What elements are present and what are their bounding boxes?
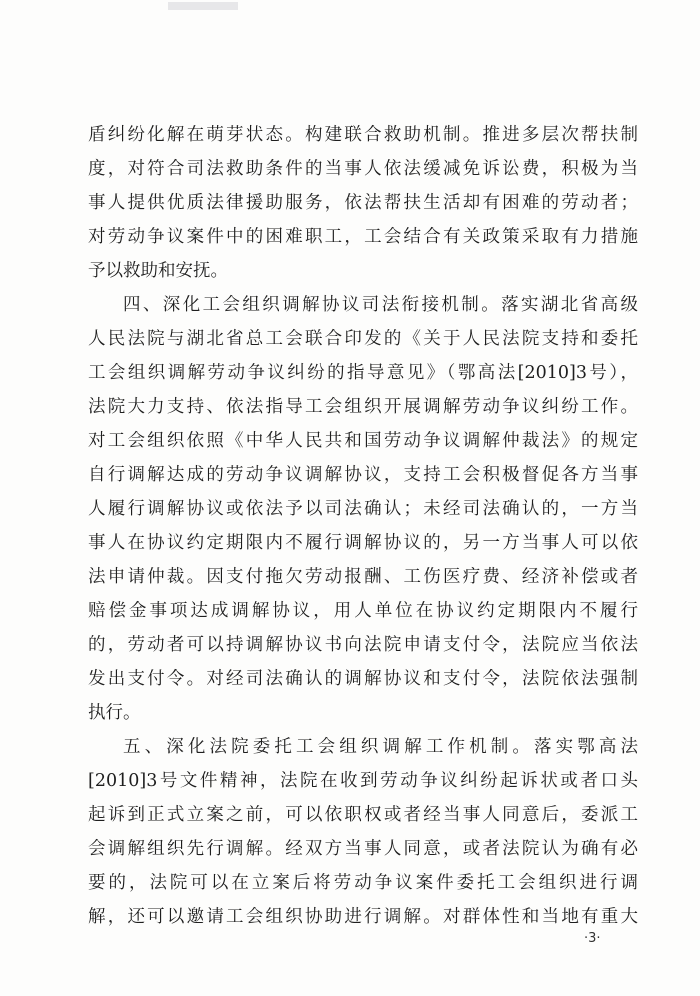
text-line: 人民法院与湖北省总工会联合印发的《关于人民法院支持和委托 — [88, 329, 638, 349]
text-line: 度，对符合司法救助条件的当事人依法缓减免诉讼费，积极为当 — [88, 159, 638, 179]
text-line: 自行调解达成的劳动争议调解协议，支持工会积极督促各方当事 — [88, 465, 638, 485]
text-line: [2010]3号文件精神，法院在收到劳动争议纠纷起诉状或者口头 — [88, 771, 638, 791]
text-line: 起诉到正式立案之前，可以依职权或者经当事人同意后，委派工 — [88, 805, 638, 825]
body-text — [88, 118, 638, 934]
text-line: 执行。 — [88, 703, 141, 723]
text-line: 事人提供优质法律援助服务，依法帮扶生活却有困难的劳动者； — [88, 193, 638, 213]
section-five-heading-line: 五、深化法院委托工会组织调解工作机制。落实鄂高法 — [123, 737, 638, 757]
scan-artifact — [168, 2, 238, 10]
text-line: 工会组织调解劳动争议纠纷的指导意见》（鄂高法[2010]3号）， — [88, 363, 638, 383]
text-line: 对工会组织依照《中华人民共和国劳动争议调解仲裁法》的规定 — [88, 431, 638, 451]
text-line: 的，劳动者可以持调解协议书向法院申请支付令，法院应当依法 — [88, 635, 638, 655]
page-number: ·3· — [584, 931, 601, 946]
text-line: 法申请仲裁。因支付拖欠劳动报酬、工伤医疗费、经济补偿或者 — [88, 567, 638, 587]
text-line: 法院大力支持、依法指导工会组织开展调解劳动争议纠纷工作。 — [88, 397, 638, 417]
text-line: 事人在协议约定期限内不履行调解协议的，另一方当事人可以依 — [88, 533, 638, 553]
section-four-heading-line: 四、深化工会组织调解协议司法衔接机制。落实湖北省高级 — [123, 295, 638, 315]
text-line: 盾纠纷化解在萌芽状态。构建联合救助机制。推进多层次帮扶制 — [88, 125, 638, 145]
text-line: 人履行调解协议或依法予以司法确认；未经司法确认的，一方当 — [88, 499, 638, 519]
text-line: 予以救助和安抚。 — [88, 261, 228, 281]
text-line: 会调解组织先行调解。经双方当事人同意，或者法院认为确有必 — [88, 839, 638, 859]
text-line: 赔偿金事项达成调解协议，用人单位在协议约定期限内不履行 — [88, 601, 638, 621]
text-line: 要的，法院可以在立案后将劳动争议案件委托工会组织进行调 — [88, 873, 638, 893]
text-line: 对劳动争议案件中的困难职工，工会结合有关政策采取有力措施 — [88, 227, 638, 247]
text-line: 解，还可以邀请工会组织协助进行调解。对群体性和当地有重大 — [88, 907, 638, 927]
text-line: 发出支付令。对经司法确认的调解协议和支付令，法院依法强制 — [88, 669, 638, 689]
